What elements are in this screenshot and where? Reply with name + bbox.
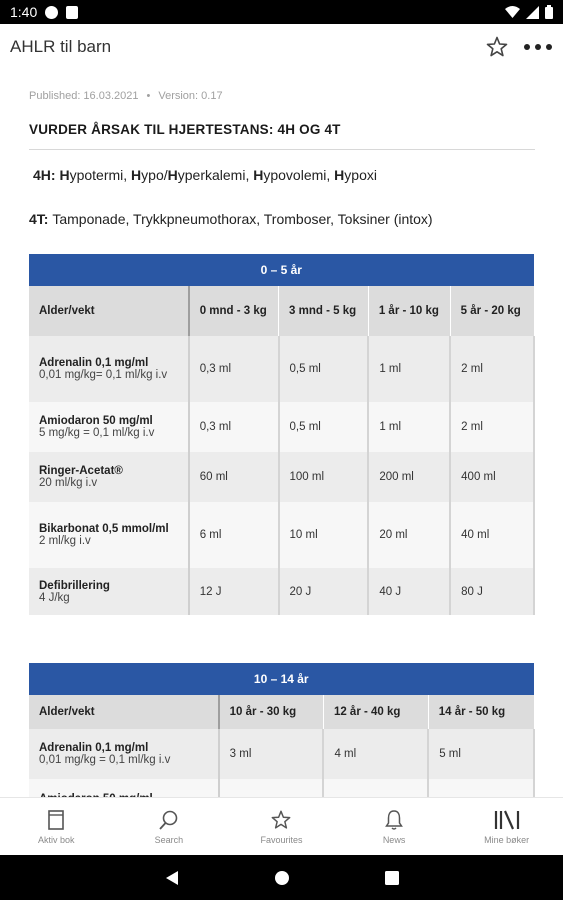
- notification-app-icon: [45, 6, 58, 19]
- signal-icon: [526, 6, 539, 19]
- drug-dosage: 5 mg/kg = 0,1 ml/kg i.v: [39, 427, 155, 439]
- dose-value: 10 ml: [279, 502, 369, 568]
- drug-name: Adrenalin 0,1 mg/ml: [39, 357, 149, 369]
- drug-name: Ringer-Acetat®: [39, 465, 123, 477]
- bottom-navigation: [0, 797, 563, 855]
- column-header: 0 mnd - 3 kg: [189, 286, 279, 336]
- star-icon: [270, 809, 292, 831]
- battery-icon: [545, 5, 553, 19]
- drug-dosage: 0,01 mg/kg = 0,1 ml/kg i.v: [39, 754, 171, 766]
- column-header: 1 år - 10 kg: [368, 286, 450, 336]
- system-navigation-bar: [0, 855, 563, 900]
- dose-value: 0,5 ml: [279, 336, 369, 402]
- dose-value: 0,3 ml: [189, 402, 279, 452]
- app-bar: [0, 24, 563, 70]
- favourite-star-icon[interactable]: [485, 35, 509, 59]
- document-meta: Published: 16.03.2021 • Version: 0.17: [29, 90, 223, 102]
- drug-dosage: 20 ml/kg i.v: [39, 477, 98, 489]
- dose-value: 4 ml: [323, 729, 428, 779]
- nav-news[interactable]: News: [338, 798, 451, 855]
- line-4t: 4T: Tamponade, Trykkpneumothorax, Tromboser, Toksiner (intox): [29, 211, 433, 227]
- table-row: [29, 568, 534, 615]
- table-row: [29, 452, 534, 502]
- wifi-icon: [505, 6, 520, 18]
- search-icon: [158, 809, 180, 831]
- document-content[interactable]: [0, 70, 563, 797]
- nav-favourites[interactable]: Favourites: [225, 798, 338, 855]
- recents-icon[interactable]: [385, 871, 399, 885]
- dose-value: 40 J: [368, 568, 450, 615]
- drug-cell: [29, 568, 189, 615]
- published-date: Published: 16.03.2021: [29, 90, 139, 102]
- dose-value: 5 ml: [428, 729, 534, 779]
- line-4h: 4H: Hypotermi, Hypo/Hyperkalemi, Hypovolemi, Hypoxi: [33, 167, 377, 183]
- home-icon[interactable]: [274, 870, 290, 886]
- drug-dosage: 2 ml/kg i.v: [39, 535, 91, 547]
- dose-value: 40 ml: [450, 502, 534, 568]
- dose-value: 80 J: [450, 568, 534, 615]
- dose-value: 200 ml: [368, 452, 450, 502]
- table-row: [29, 502, 534, 568]
- more-options-icon[interactable]: [523, 43, 553, 51]
- dose-value: 2 ml: [450, 336, 534, 402]
- column-header: 3 mnd - 5 kg: [279, 286, 369, 336]
- book-icon: [46, 809, 66, 831]
- bell-icon: [384, 809, 404, 831]
- column-header-label: Alder/vekt: [29, 286, 189, 336]
- column-header: 5 år - 20 kg: [450, 286, 534, 336]
- drug-dosage: 4 J/kg: [39, 591, 70, 604]
- drug-dosage: 0,01 mg/kg= 0,1 ml/kg i.v: [39, 369, 168, 381]
- library-icon: [493, 809, 521, 831]
- back-icon[interactable]: [165, 870, 179, 886]
- dose-value: 12 J: [189, 568, 279, 615]
- drug-cell: [29, 452, 189, 502]
- table-row: [29, 729, 534, 779]
- table-title: 0 – 5 år: [29, 254, 534, 286]
- drug-name: Bikarbonat 0,5 mmol/ml: [39, 523, 169, 535]
- drug-cell: [29, 402, 189, 452]
- column-header: 14 år - 50 kg: [428, 695, 534, 729]
- drug-name: Adrenalin 0,1 mg/ml: [39, 742, 149, 754]
- dose-table-0-5: [29, 254, 535, 615]
- dose-value: 1 ml: [368, 336, 450, 402]
- table-title: 10 – 14 år: [29, 663, 534, 695]
- column-header-label: Alder/vekt: [29, 695, 219, 729]
- status-time: 1:40: [10, 4, 38, 20]
- app-title: AHLR til barn: [10, 37, 112, 56]
- drug-cell: [29, 729, 219, 779]
- dose-value: 0,5 ml: [279, 402, 369, 452]
- dose-table-10-14: [29, 663, 535, 819]
- dose-value: 1 ml: [368, 402, 450, 452]
- dose-value: 100 ml: [279, 452, 369, 502]
- dose-value: 20 ml: [368, 502, 450, 568]
- status-bar: [0, 0, 563, 24]
- drug-cell: [29, 502, 189, 568]
- section-heading: VURDER ÅRSAK TIL HJERTESTANS: 4H OG 4T: [29, 122, 535, 150]
- table-row: [29, 336, 534, 402]
- dose-value: 0,3 ml: [189, 336, 279, 402]
- nav-active-book[interactable]: Aktiv bok: [0, 798, 113, 855]
- dose-value: 400 ml: [450, 452, 534, 502]
- sim-card-icon: [66, 6, 78, 19]
- dose-value: 60 ml: [189, 452, 279, 502]
- nav-my-books[interactable]: Mine bøker: [450, 798, 563, 855]
- column-header: 12 år - 40 kg: [323, 695, 428, 729]
- dose-value: 2 ml: [450, 402, 534, 452]
- drug-name: Defibrillering: [39, 579, 110, 592]
- version-label: Version: 0.17: [158, 90, 223, 102]
- table-row: [29, 402, 534, 452]
- drug-cell: [29, 336, 189, 402]
- nav-search[interactable]: Search: [113, 798, 226, 855]
- dose-value: 20 J: [279, 568, 369, 615]
- drug-name: Amiodaron 50 mg/ml: [39, 415, 153, 427]
- dose-value: 3 ml: [219, 729, 324, 779]
- column-header: 10 år - 30 kg: [219, 695, 324, 729]
- dose-value: 6 ml: [189, 502, 279, 568]
